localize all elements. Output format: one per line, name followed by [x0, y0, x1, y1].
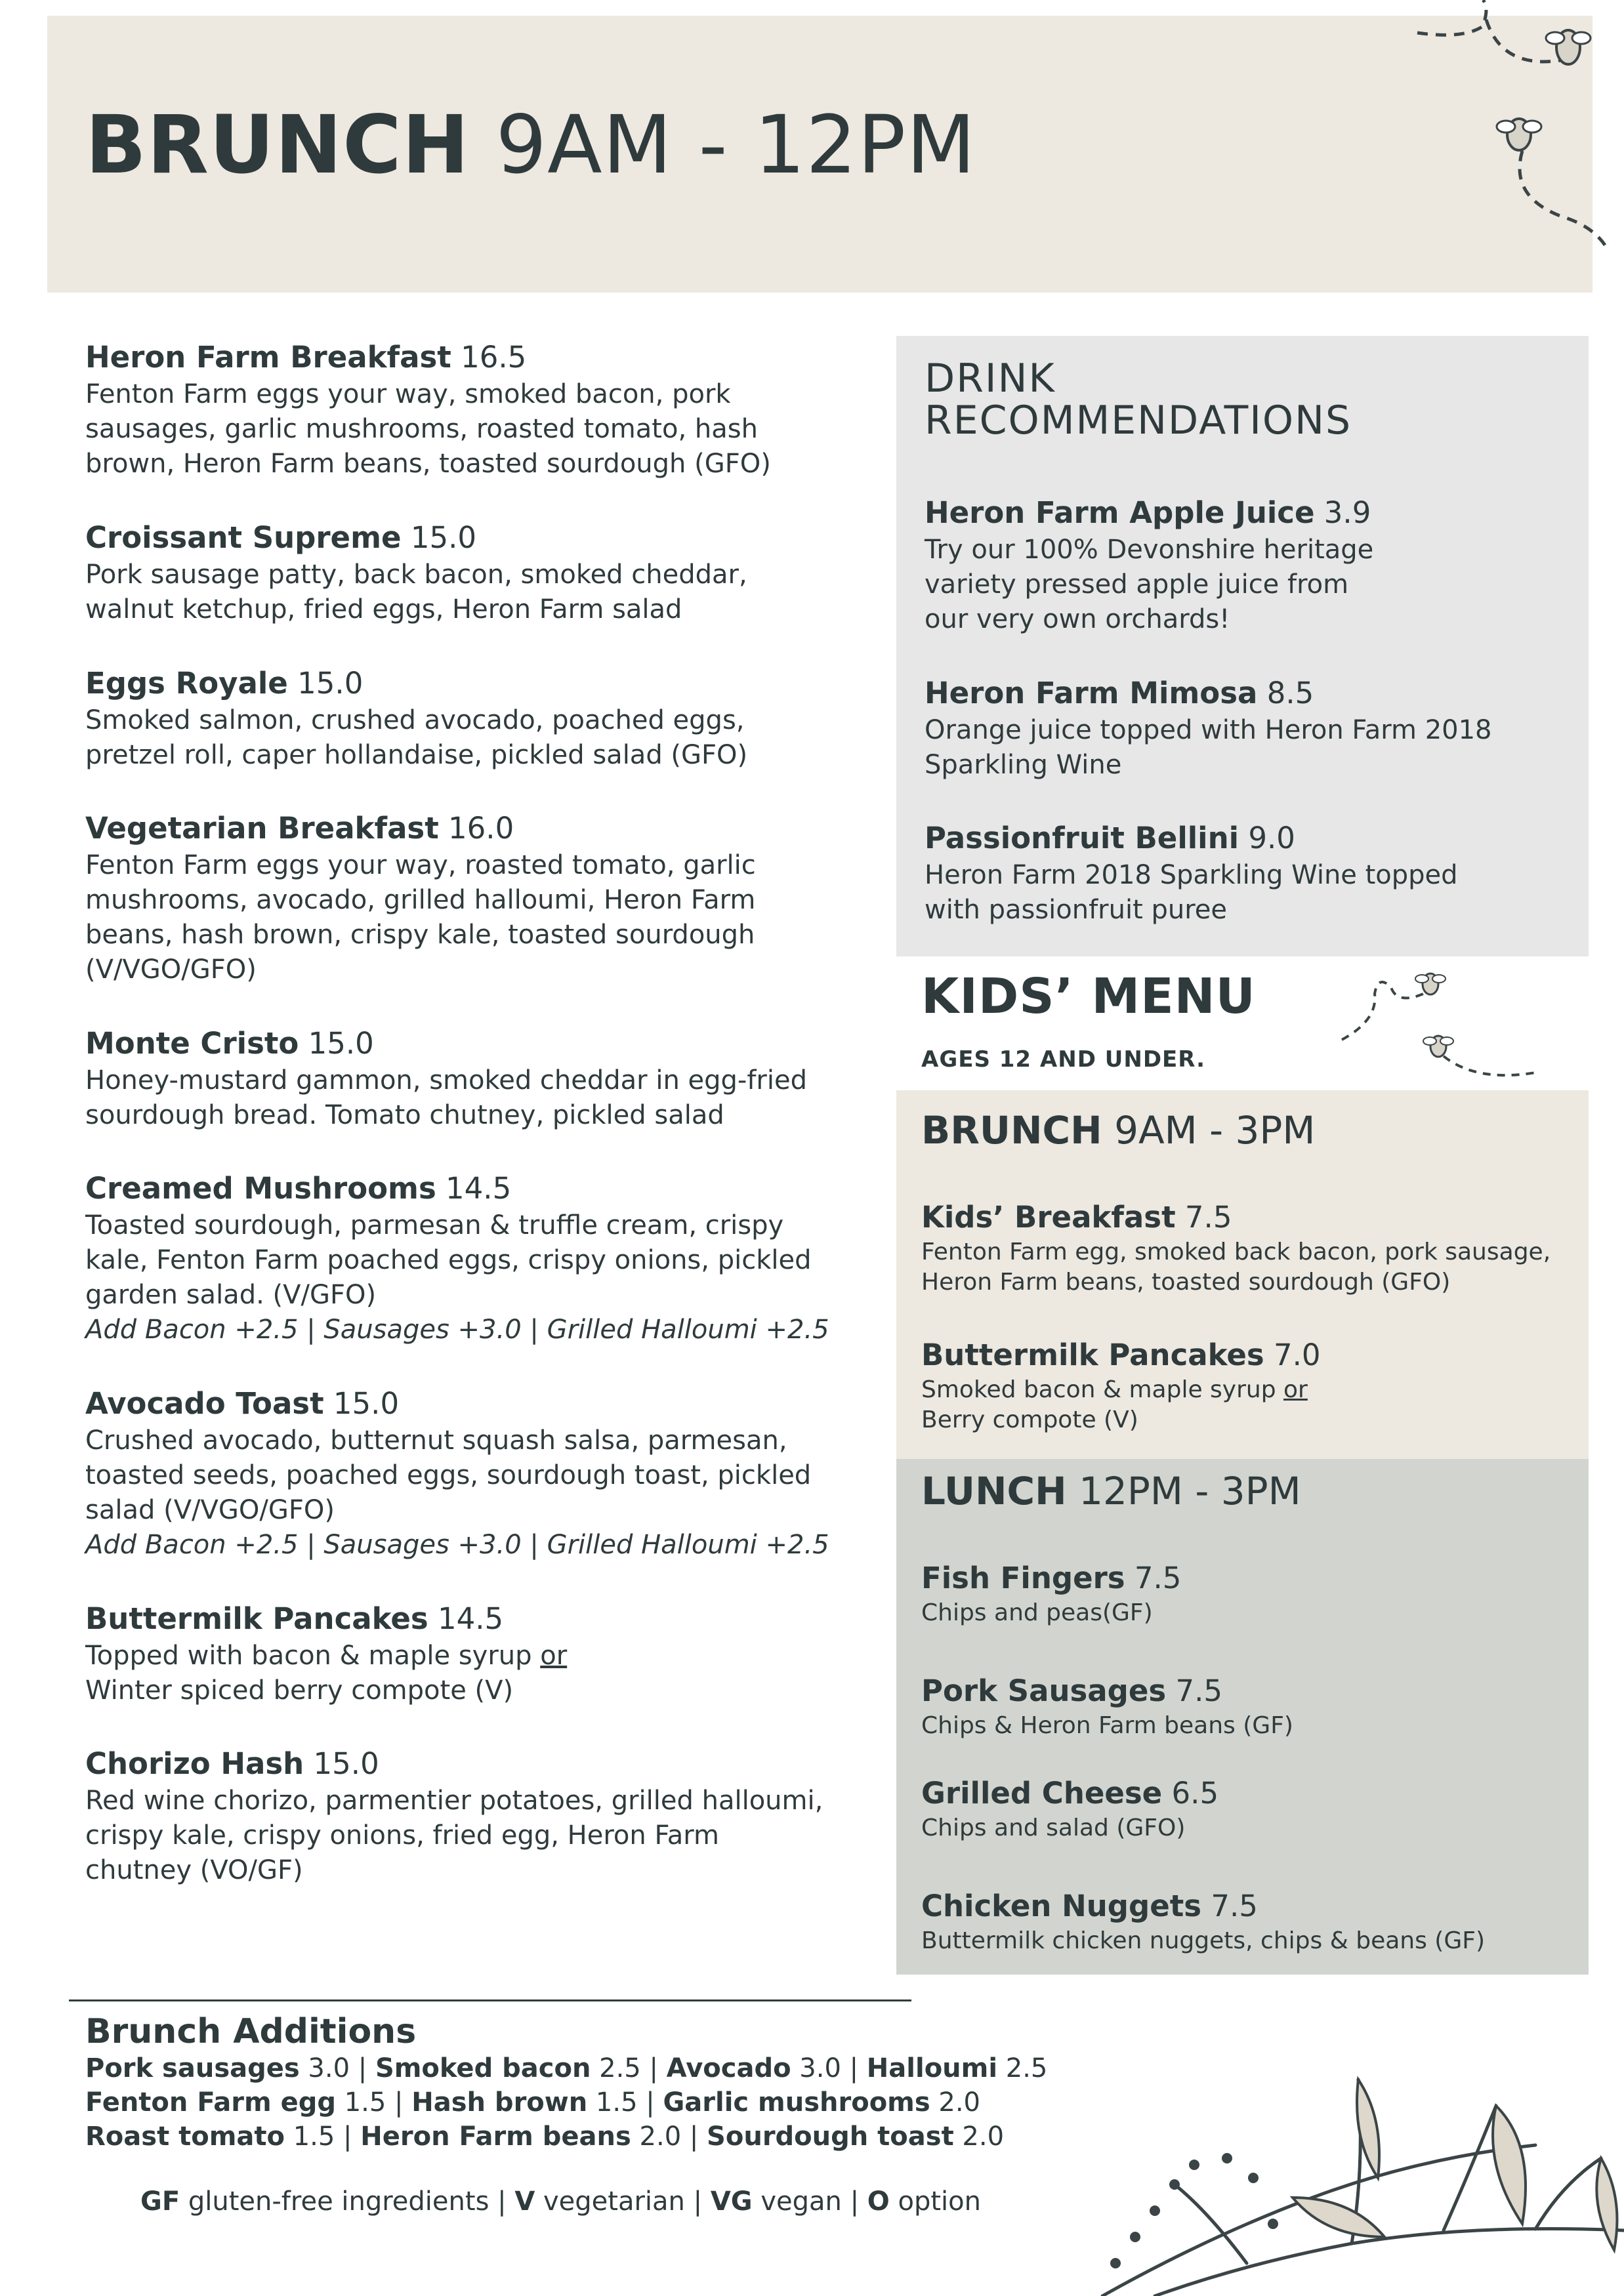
- branch-stem: [1535, 2158, 1601, 2229]
- kids-lunch-heading: [921, 1469, 1301, 1513]
- kids-item-price: 7.5: [1211, 1889, 1258, 1923]
- drink-name: Heron Farm Mimosa: [925, 676, 1258, 710]
- item-price: 15.0: [410, 520, 477, 555]
- item-price: 16.5: [461, 340, 527, 375]
- additions-line: [85, 2085, 980, 2120]
- kids-item-price: 7.5: [1175, 1673, 1223, 1708]
- kids-brunch-heading: [921, 1108, 1316, 1153]
- item-price: 15.0: [308, 1026, 374, 1061]
- legend-code: V: [514, 2186, 535, 2217]
- drink-item: [925, 674, 1492, 783]
- item-description-part: Winter spiced berry compote (V): [85, 1675, 514, 1706]
- kids-item: [921, 1774, 1218, 1843]
- item-price: 15.0: [313, 1746, 379, 1781]
- addition-price: 2.0: [930, 2087, 980, 2118]
- bee-trail-5: [1444, 1056, 1535, 1075]
- addition-price: 3.0 |: [299, 2053, 375, 2083]
- kids-item-description: Chips and salad (GFO): [921, 1814, 1186, 1841]
- menu-item: [85, 809, 756, 987]
- seed-bud: [1222, 2153, 1232, 2163]
- addition-name: Fenton Farm egg: [85, 2087, 337, 2118]
- item-description: Honey-mustard gammon, smoked cheddar in egg-fried sourdough bread. Tomato chutney, pickled salad: [85, 1065, 807, 1130]
- addition-price: 2.0 |: [631, 2122, 707, 2152]
- page-title-bold: BRUNCH: [85, 98, 470, 192]
- addition-name: Avocado: [666, 2053, 791, 2083]
- item-price: 15.0: [333, 1386, 400, 1421]
- addition-name: Hash brown: [411, 2087, 588, 2118]
- menu-item: [85, 1024, 807, 1133]
- bee-trail-4: [1342, 982, 1430, 1040]
- addition-price: 1.5 |: [336, 2087, 412, 2118]
- drink-price: 8.5: [1266, 676, 1314, 710]
- seed-bud: [1169, 2179, 1180, 2190]
- bees-decoration-top: [1411, 0, 1624, 262]
- kids-item-description: [921, 1375, 1321, 1435]
- bee-trail-3: [1520, 151, 1608, 249]
- legend-meaning: vegetarian |: [535, 2186, 711, 2217]
- bee-icon: [1546, 30, 1591, 64]
- kids-item-description-part: Smoked bacon & maple syrup: [921, 1376, 1284, 1403]
- kids-menu-title: KIDS’ MENU: [921, 968, 1256, 1025]
- legend-meaning: option: [889, 2186, 981, 2217]
- drink-name: Passionfruit Bellini: [925, 821, 1239, 855]
- kids-item-name: Kids’ Breakfast: [921, 1200, 1176, 1235]
- kids-brunch-heading-bold: BRUNCH: [921, 1108, 1102, 1153]
- additions-divider: [69, 1999, 911, 2001]
- item-price: 14.5: [437, 1601, 504, 1636]
- item-name: Avocado Toast: [85, 1386, 324, 1421]
- additions-line: [85, 2051, 1047, 2085]
- kids-item-description-part: Berry compote (V): [921, 1406, 1138, 1433]
- item-name: Monte Cristo: [85, 1026, 299, 1061]
- addition-name: Garlic mushrooms: [663, 2087, 930, 2118]
- kids-lunch-heading-bold: LUNCH: [921, 1469, 1067, 1513]
- kids-item-name: Fish Fingers: [921, 1561, 1125, 1595]
- menu-item: [85, 1384, 829, 1563]
- page-title-hours: 9AM - 12PM: [495, 98, 976, 192]
- leaf: [1596, 2158, 1617, 2250]
- item-description: Crushed avocado, butternut squash salsa, parmesan, toasted seeds, poached eggs, sourdough toast, pickled salad (V/VGO/GFO): [85, 1425, 812, 1525]
- addition-name: Smoked bacon: [375, 2053, 591, 2083]
- item-price: 16.0: [448, 811, 514, 846]
- addition-name: Roast tomato: [85, 2122, 285, 2152]
- menu-item: [85, 1599, 567, 1708]
- item-add-ons: Add Bacon +2.5 | Sausages +3.0 | Grilled Halloumi +2.5: [85, 1530, 829, 1560]
- item-description: Fenton Farm eggs your way, smoked bacon, pork sausages, garlic mushrooms, roasted tomato, hash brown, Heron Farm beans, toasted sourdough (GFO): [85, 379, 771, 479]
- kids-item-description-or: or: [1283, 1376, 1308, 1403]
- item-name: Buttermilk Pancakes: [85, 1601, 428, 1636]
- drink-price: 3.9: [1323, 495, 1371, 530]
- kids-item-price: 7.0: [1273, 1338, 1321, 1372]
- leaf: [1493, 2106, 1526, 2224]
- dietary-legend: [140, 2184, 981, 2219]
- legend-meaning: vegan |: [752, 2186, 867, 2217]
- drink-description: Orange juice topped with Heron Farm 2018 Sparkling Wine: [925, 715, 1492, 780]
- item-description: Red wine chorizo, parmentier potatoes, grilled halloumi, crispy kale, crispy onions, fried egg, Heron Farm chutney (VO/GF): [85, 1786, 823, 1885]
- legend-meaning: gluten-free ingredients |: [180, 2186, 515, 2217]
- kids-item: [921, 1559, 1181, 1628]
- addition-name: Sourdough toast: [707, 2122, 954, 2152]
- menu-item: [85, 518, 747, 627]
- addition-price: 2.0: [953, 2122, 1005, 2152]
- item-name: Chorizo Hash: [85, 1746, 304, 1781]
- kids-item-price: 7.5: [1134, 1561, 1182, 1595]
- addition-price: 2.5 |: [591, 2053, 667, 2083]
- item-price: 15.0: [297, 666, 364, 701]
- bee-icon: [1415, 974, 1446, 994]
- addition-price: 2.5: [997, 2053, 1048, 2083]
- item-description: Smoked salmon, crushed avocado, poached eggs, pretzel roll, caper hollandaise, pickled salad (GFO): [85, 705, 748, 770]
- bees-decoration-kids: [1339, 968, 1549, 1086]
- item-name: Heron Farm Breakfast: [85, 340, 451, 375]
- item-price: 14.5: [446, 1171, 512, 1206]
- bee-icon: [1423, 1036, 1453, 1057]
- item-description: [85, 1639, 567, 1708]
- kids-item: [921, 1336, 1321, 1435]
- additions-heading: Brunch Additions: [85, 2012, 417, 2051]
- kids-item: [921, 1198, 1551, 1298]
- kids-item: [921, 1887, 1485, 1956]
- kids-item-name: Pork Sausages: [921, 1673, 1167, 1708]
- item-description: Pork sausage patty, back bacon, smoked cheddar, walnut ketchup, fried eggs, Heron Farm salad: [85, 560, 747, 625]
- kids-item: [921, 1671, 1293, 1741]
- seed-bud: [1189, 2160, 1199, 2170]
- kids-menu-subtitle: AGES 12 AND UNDER.: [921, 1046, 1205, 1073]
- seed-bud: [1248, 2173, 1259, 2183]
- kids-brunch-heading-hours: 9AM - 3PM: [1114, 1108, 1316, 1153]
- drink-description: Heron Farm 2018 Sparkling Wine topped with passionfruit puree: [925, 860, 1458, 925]
- item-description-part: Topped with bacon & maple syrup: [85, 1641, 541, 1671]
- kids-item-name: Buttermilk Pancakes: [921, 1338, 1264, 1372]
- kids-item-price: 7.5: [1184, 1200, 1232, 1235]
- seed-bud: [1150, 2205, 1160, 2216]
- kids-item-price: 6.5: [1171, 1776, 1219, 1811]
- addition-name: Pork sausages: [85, 2053, 300, 2083]
- item-name: Vegetarian Breakfast: [85, 811, 439, 846]
- kids-item-name: Chicken Nuggets: [921, 1889, 1202, 1923]
- bee-trail-1: [1417, 0, 1486, 35]
- drinks-heading: DRINK RECOMMENDATIONS: [925, 356, 1352, 443]
- menu-item: [85, 338, 771, 482]
- menu-item: [85, 1169, 829, 1347]
- legend-code: VG: [710, 2186, 753, 2217]
- seed-bud: [1110, 2258, 1121, 2268]
- drink-price: 9.0: [1248, 821, 1295, 855]
- drink-item: [925, 819, 1458, 928]
- kids-item-description: Buttermilk chicken nuggets, chips & beans (GF): [921, 1927, 1485, 1954]
- branch-stem: [1444, 2106, 1496, 2230]
- item-add-ons: Add Bacon +2.5 | Sausages +3.0 | Grilled Halloumi +2.5: [85, 1315, 829, 1345]
- drink-description: Try our 100% Devonshire heritage variety pressed apple juice from our very own orchards!: [925, 535, 1374, 634]
- bee-icon: [1497, 119, 1541, 150]
- kids-item-description: Chips and peas(GF): [921, 1599, 1153, 1626]
- item-description: Toasted sourdough, parmesan & truffle cream, crispy kale, Fenton Farm poached eggs, crispy onions, pickled garden salad. (V/GFO): [85, 1210, 812, 1310]
- menu-item: [85, 664, 747, 773]
- item-name: Eggs Royale: [85, 666, 288, 701]
- legend-code: GF: [140, 2186, 180, 2217]
- addition-price: 1.5 |: [587, 2087, 663, 2118]
- drink-name: Heron Farm Apple Juice: [925, 495, 1315, 530]
- leaf: [1293, 2198, 1385, 2237]
- addition-name: Halloumi: [866, 2053, 998, 2083]
- additions-line: [85, 2120, 1004, 2154]
- item-description-or: or: [540, 1641, 568, 1671]
- page-title: [85, 98, 976, 192]
- seed-bud: [1268, 2219, 1278, 2229]
- item-description: Fenton Farm eggs your way, roasted tomato, garlic mushrooms, avocado, grilled halloumi, Heron Farm beans, hash brown, crispy kale, toasted sourdough (V/VGO/GFO): [85, 850, 756, 985]
- drink-item: [925, 493, 1373, 637]
- branch-stem: [1155, 2229, 1624, 2296]
- menu-item: [85, 1744, 823, 1888]
- botanical-illustration: [1076, 2066, 1624, 2296]
- seed-bud: [1130, 2232, 1140, 2242]
- kids-item-description: Fenton Farm egg, smoked back bacon, pork sausage, Heron Farm beans, toasted sourdough (GFO): [921, 1239, 1551, 1296]
- kids-item-name: Grilled Cheese: [921, 1776, 1163, 1811]
- kids-lunch-heading-hours: 12PM - 3PM: [1079, 1469, 1301, 1513]
- kids-item-description: Chips & Heron Farm beans (GF): [921, 1712, 1293, 1739]
- item-name: Croissant Supreme: [85, 520, 402, 555]
- legend-code: O: [867, 2186, 890, 2217]
- addition-price: 3.0 |: [791, 2053, 867, 2083]
- addition-name: Heron Farm beans: [360, 2122, 631, 2152]
- item-name: Creamed Mushrooms: [85, 1171, 436, 1206]
- addition-price: 1.5 |: [285, 2122, 361, 2152]
